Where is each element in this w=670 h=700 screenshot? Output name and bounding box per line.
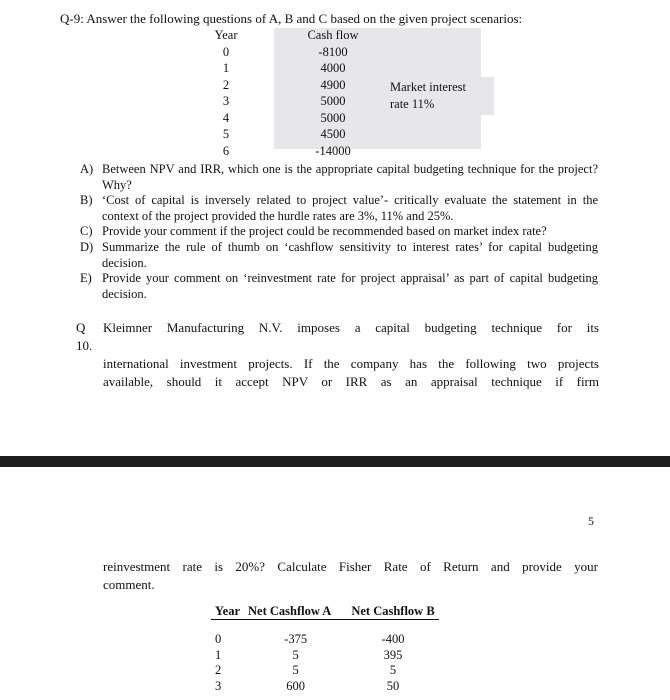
cell-a: 5	[292, 663, 299, 677]
question-text: Summarize the rule of thumb on ‘cashflow sensitivity to interest rates’ for capital budgeting decision.	[102, 239, 598, 270]
cell-a: -375	[284, 632, 308, 646]
question-text: ‘Cost of capital is inversely related to project value’- critically evaluate the statement in the context of the project provided the hurdle rates are 3%, 11% and 25%.	[102, 193, 598, 223]
question-text: Between NPV and IRR, which one is the appropriate capital budgeting technique for the project? Why?	[102, 162, 598, 192]
year-cell: 3	[222, 94, 230, 108]
cell-b: 5	[389, 663, 397, 677]
year-cell: 4	[222, 110, 230, 125]
table-row	[211, 663, 439, 679]
cell-year: 1	[215, 647, 222, 662]
header-net-cashflow-a: Net Cashflow A	[244, 604, 347, 620]
table-header-row	[211, 604, 439, 620]
q10-continuation	[103, 558, 598, 594]
cashflow-column	[297, 27, 369, 159]
market-interest-note	[390, 79, 466, 113]
q10-block	[76, 319, 599, 391]
question-b	[80, 193, 598, 224]
question-e	[80, 271, 598, 302]
header-net-cashflow-b: Net Cashflow B	[347, 604, 438, 620]
question-c	[80, 224, 598, 240]
table-row	[211, 679, 439, 695]
question-d	[80, 240, 598, 271]
year-cell: 5	[222, 127, 230, 141]
continuation-line2: comment.	[103, 577, 155, 592]
year-cell: 2	[222, 77, 230, 92]
question-letter: C)	[80, 224, 93, 239]
cashflow-cell: 5000	[320, 94, 346, 108]
question-text: Provide your comment on ‘reinvestment rate for project appraisal’ as part of capital budgeting decision.	[102, 271, 598, 301]
year-cell: 6	[222, 143, 230, 158]
q10-line: available, should it accept NPV or IRR as an appraisal technique if firm	[103, 374, 599, 389]
cell-year: 0	[215, 632, 222, 646]
question-letter: A)	[80, 162, 94, 176]
header-year: Year	[211, 604, 244, 620]
question-letter: E)	[80, 271, 92, 286]
market-interest-line2: rate 11%	[390, 97, 435, 111]
question-letter: D)	[80, 239, 94, 254]
cashflow-cell: -14000	[315, 143, 351, 158]
cashflow-header: Cash flow	[307, 28, 359, 42]
cell-b: 50	[386, 678, 400, 693]
table-row	[211, 620, 439, 648]
cell-b: -400	[381, 632, 405, 646]
year-cell: 0	[222, 44, 230, 59]
question-letter: B)	[80, 193, 93, 208]
table-row	[211, 648, 439, 664]
project-cashflow-table	[211, 604, 439, 694]
year-cell: 1	[222, 61, 230, 75]
q10-line: international investment projects. If the company has the following two projects	[103, 356, 599, 371]
continuation-line1: reinvestment rate is 20%? Calculate Fisher Rate of Return and provide your	[103, 559, 598, 574]
year-header: Year	[214, 28, 238, 42]
question-a	[80, 162, 598, 193]
year-column	[190, 27, 262, 159]
page-number: 5	[588, 514, 594, 528]
cell-a: 5	[292, 647, 299, 662]
cashflow-cell: 4500	[320, 127, 346, 141]
market-interest-line1: Market interest	[390, 80, 467, 94]
cell-year: 3	[215, 678, 222, 693]
cashflow-cell: 4900	[320, 77, 346, 92]
cell-year: 2	[215, 663, 222, 677]
page-separator	[0, 456, 670, 467]
q10-line: Kleimner Manufacturing N.V. imposes a capital budgeting technique for its	[103, 320, 599, 335]
q10-number: Q 10.	[76, 320, 93, 353]
cell-a: 600	[286, 678, 306, 693]
cashflow-cell: -8100	[318, 44, 348, 59]
q9-title: Q-9: Answer the following questions of A, B and C based on the given project scenarios:	[60, 11, 523, 26]
cashflow-cell: 5000	[320, 110, 346, 125]
cashflow-cell: 4000	[320, 61, 346, 75]
question-text: Provide your comment if the project could be recommended based on market index rate?	[102, 224, 547, 239]
cell-b: 395	[383, 647, 403, 662]
q9-question-list	[80, 162, 598, 302]
